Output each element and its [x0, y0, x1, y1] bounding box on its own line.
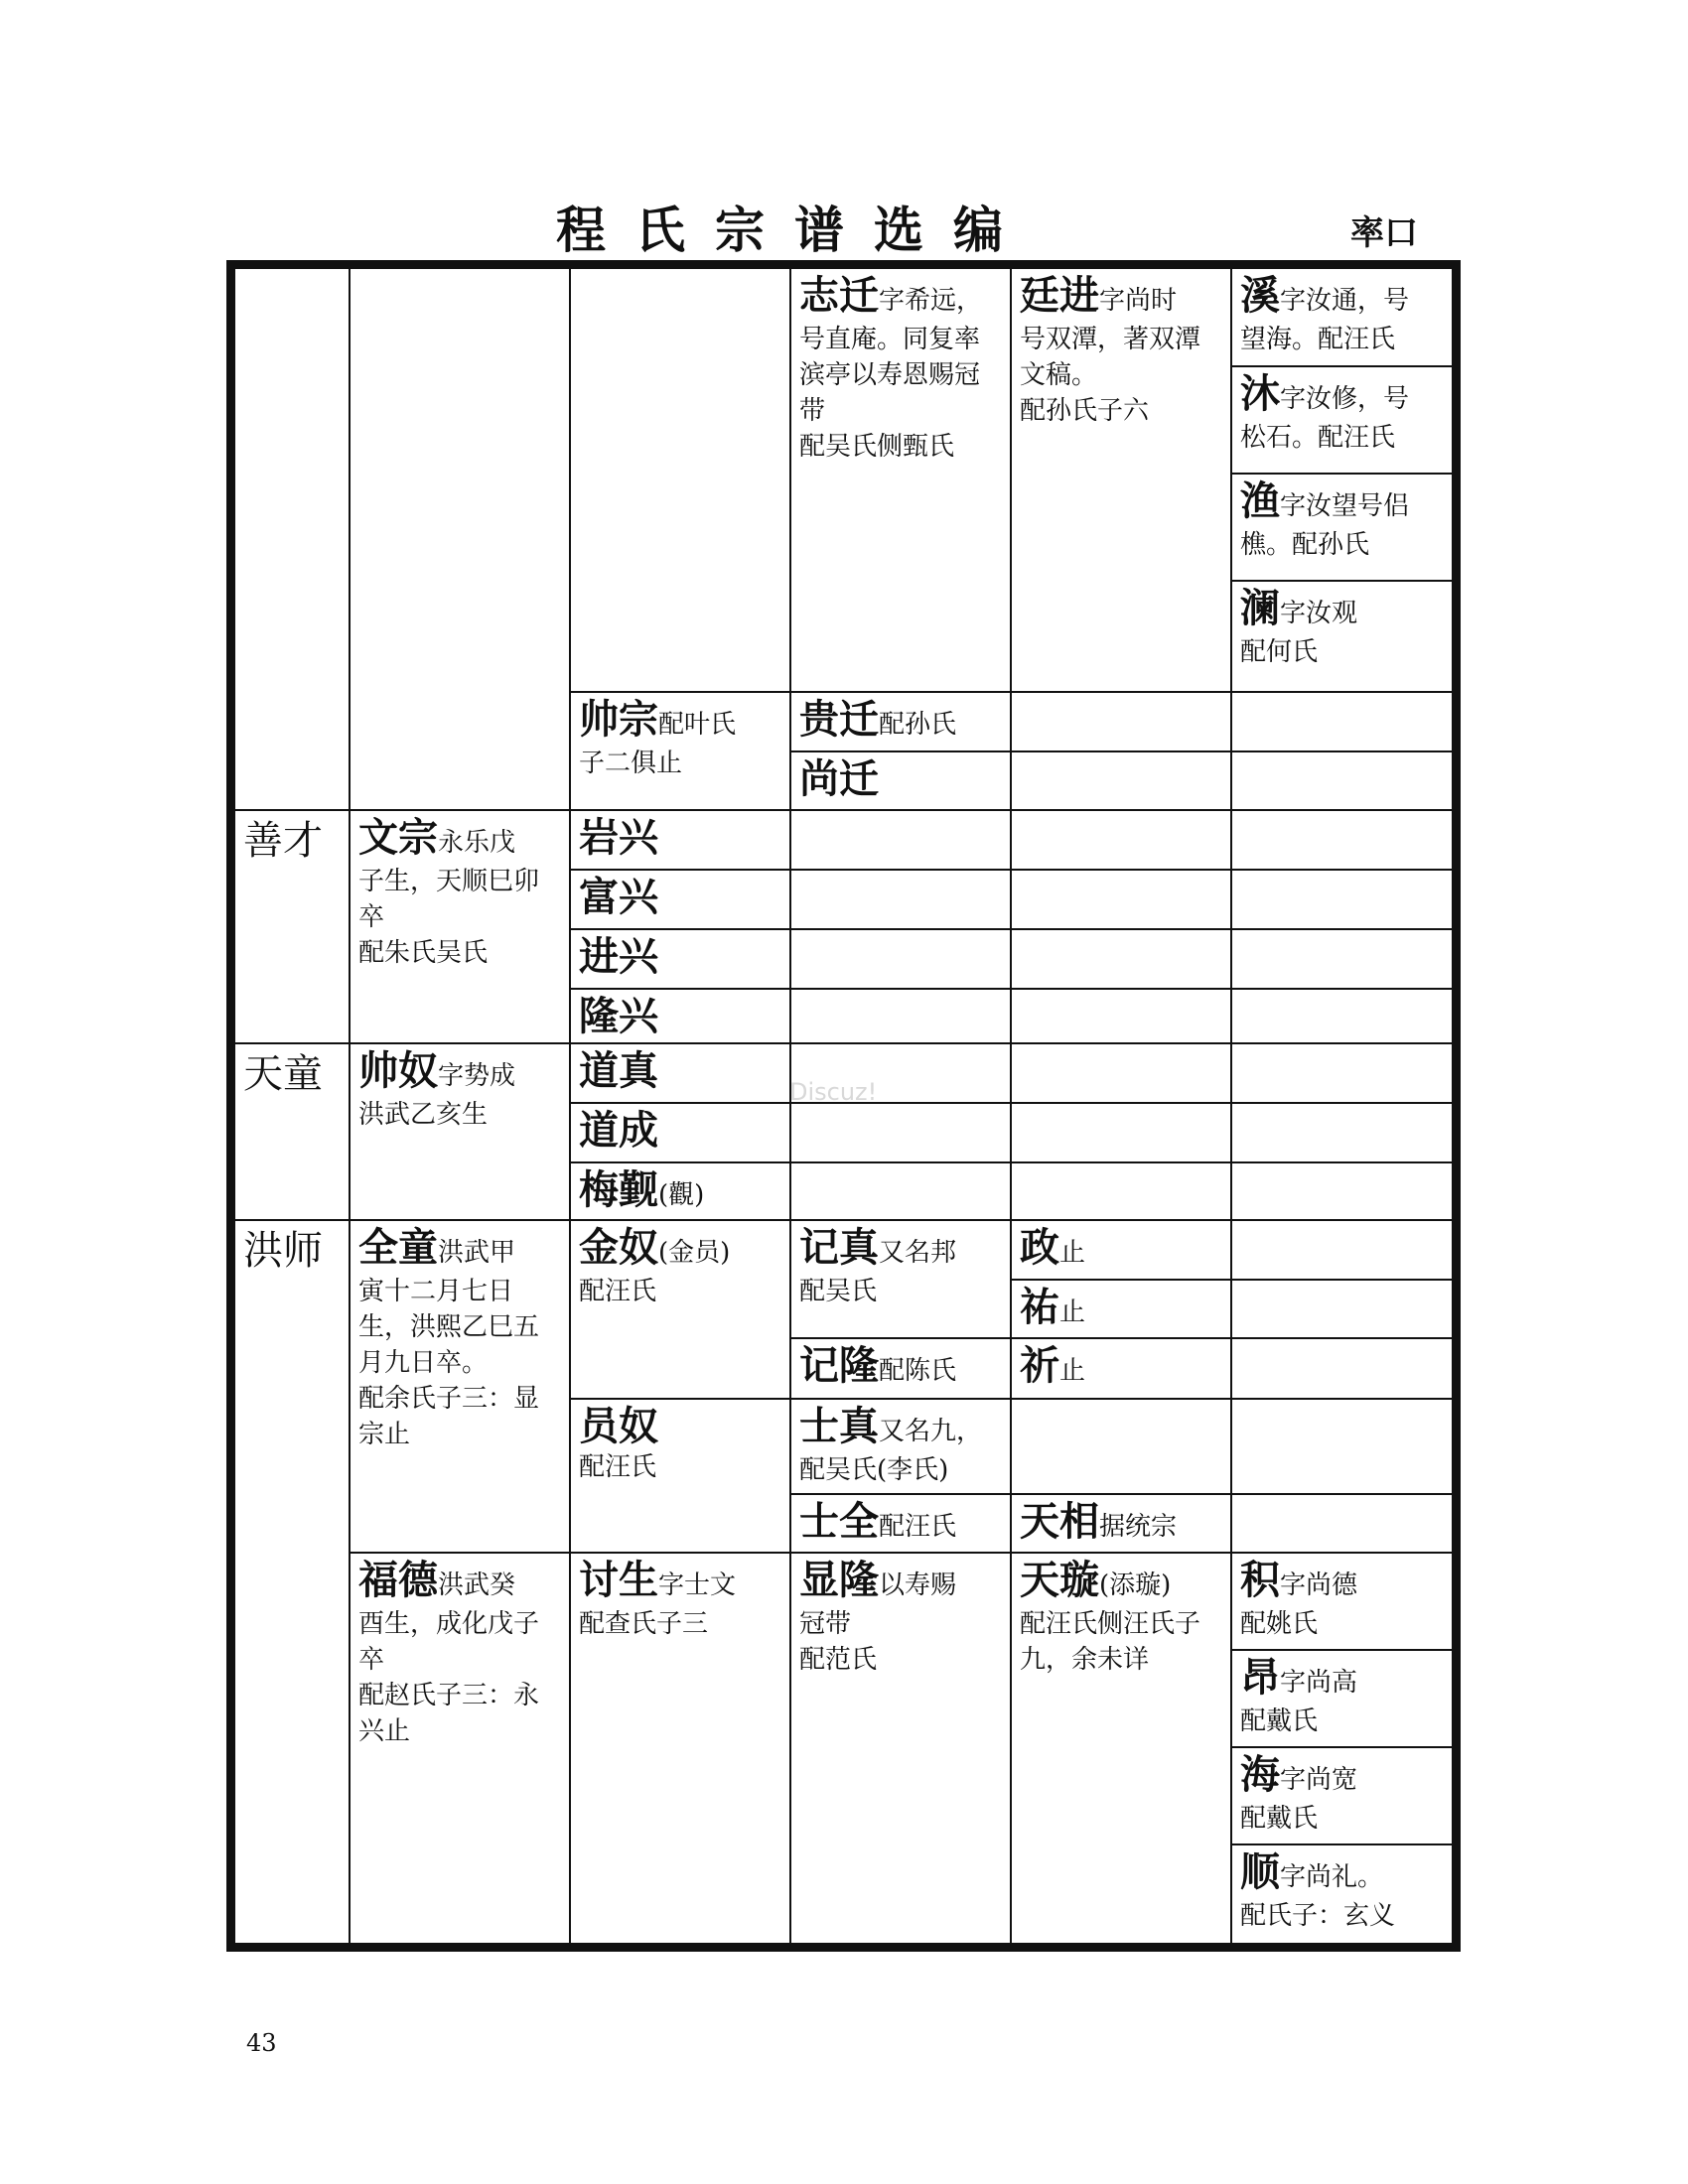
person-note: 又名邦 [879, 1238, 957, 1268]
cell-empty [1230, 751, 1454, 811]
cell-empty [1230, 1161, 1454, 1221]
place-name: 率口 [1350, 213, 1418, 253]
person-name: 梅觐 [579, 1166, 658, 1213]
person-name: 士全 [799, 1498, 879, 1545]
person-fude [349, 1552, 571, 1945]
person-name: 进兴 [569, 928, 791, 990]
person-note: 又名九， [879, 1417, 983, 1446]
cell-empty [1230, 869, 1454, 930]
person-shun [1230, 1843, 1454, 1945]
person-note: 配汪氏侧汪氏子九，余未详 [1020, 1609, 1201, 1675]
cell-empty [1230, 988, 1454, 1044]
person-wenzong [349, 809, 571, 1044]
person-name: 文宗 [358, 814, 438, 861]
person-note: 配吴氏 [799, 1277, 878, 1306]
person-quantong [349, 1219, 571, 1554]
person-tianxuan [1010, 1552, 1232, 1945]
person-name: 隆兴 [569, 988, 791, 1044]
cell-empty [1230, 809, 1454, 871]
person-name: 沐 [1240, 370, 1280, 417]
person-name: 志迁 [799, 272, 879, 319]
person-lan [1230, 580, 1454, 693]
person-name: 天相 [1020, 1498, 1099, 1545]
cell-empty [1010, 928, 1232, 990]
cell-empty [569, 267, 791, 693]
person-name: 显隆 [799, 1557, 879, 1603]
person-note: 洪武甲 [438, 1238, 516, 1268]
person-name: 昂 [1240, 1654, 1280, 1701]
person-name: 道成 [569, 1102, 791, 1163]
person-note: 松石。配汪氏 [1240, 423, 1396, 453]
person-note: 号双潭，著双潭文稿。 [1020, 325, 1201, 390]
person-name: 记隆 [799, 1342, 879, 1389]
person-name: 帅奴 [358, 1047, 438, 1094]
cell-empty [1230, 1398, 1454, 1495]
cell-empty [1230, 691, 1454, 752]
person-name: 积 [1240, 1557, 1280, 1603]
person-shuaizong [569, 691, 791, 811]
person-note: 洪武癸 [438, 1570, 516, 1600]
person-zheng [1010, 1219, 1232, 1281]
cell-empty [1230, 1102, 1454, 1163]
person-note: 字汝望号侣 [1280, 491, 1410, 521]
person-name: 海 [1240, 1751, 1280, 1798]
cell-empty [789, 809, 1012, 871]
person-name: 溪 [1240, 272, 1280, 319]
person-name: 贵迁 [799, 696, 879, 743]
person-yuannu [569, 1398, 791, 1554]
person-you [1010, 1279, 1232, 1339]
person-note: 字尚高 [1280, 1668, 1358, 1698]
person-name: 天璇 [1020, 1557, 1099, 1603]
person-taosheng [569, 1552, 791, 1945]
person-name: 政 [1020, 1224, 1059, 1271]
person-note: 以寿赐 [879, 1570, 957, 1600]
person-note: 字希远， [879, 286, 983, 316]
person-shizhen [789, 1398, 1012, 1495]
person-jilong [789, 1337, 1012, 1400]
person-shuainu [349, 1042, 571, 1221]
person-note: 配汪氏 [579, 1277, 657, 1306]
person-note: 配吴氏侧甄氏 [799, 432, 955, 462]
cell-empty [789, 988, 1012, 1044]
cell-empty [1230, 928, 1454, 990]
person-note: 配汪氏 [579, 1452, 657, 1482]
person-note: 配吴氏(李氏) [799, 1455, 949, 1485]
person-note: (觀) [658, 1180, 705, 1210]
person-name: 帅宗 [579, 696, 658, 743]
generation-label: 天童 [233, 1042, 351, 1221]
person-name: 顺 [1240, 1848, 1280, 1895]
person-name: 道真 [569, 1042, 791, 1104]
person-name: 员奴 [579, 1403, 658, 1449]
person-note: 配氏子：玄义 [1240, 1901, 1396, 1931]
cell-empty [1230, 1219, 1454, 1281]
cell-empty [233, 267, 351, 811]
person-note: 字士文 [658, 1570, 737, 1600]
person-note: 配戴氏 [1240, 1804, 1319, 1834]
person-shiquan [789, 1493, 1012, 1554]
cell-empty [789, 869, 1012, 930]
person-tianxiang [1010, 1493, 1232, 1554]
person-name: 记真 [799, 1224, 879, 1271]
person-xianlong [789, 1552, 1012, 1945]
cell-empty [1010, 869, 1232, 930]
person-yu [1230, 473, 1454, 582]
person-note: (金员) [658, 1238, 731, 1268]
person-note: 字尚德 [1280, 1570, 1358, 1600]
person-xi [1230, 267, 1454, 367]
person-note: 配余氏子三：显宗止 [358, 1384, 540, 1449]
person-note: 字汝通，号 [1280, 286, 1410, 316]
watermark: Discuz! [789, 1078, 878, 1106]
cell-empty [1010, 1102, 1232, 1163]
person-note: 寅十二月七日生，洪熙乙巳五月九日卒。 [358, 1277, 540, 1378]
person-note: 子二俱止 [579, 749, 683, 778]
person-note: 配孙氏 [879, 710, 957, 740]
person-note: 酉生，成化戊子卒 [358, 1609, 540, 1675]
cell-empty [349, 267, 571, 811]
person-note: 配范氏 [799, 1645, 878, 1675]
person-name: 岩兴 [569, 809, 791, 871]
person-note: 字汝修，号 [1280, 384, 1410, 414]
cell-empty [1010, 751, 1232, 811]
person-note: 樵。配孙氏 [1240, 530, 1370, 560]
person-ang [1230, 1649, 1454, 1748]
person-jinnu [569, 1219, 791, 1400]
person-note: 配孙氏子六 [1020, 396, 1150, 426]
person-tingjin [1010, 267, 1232, 693]
person-note: 配姚氏 [1240, 1609, 1319, 1639]
person-name: 富兴 [569, 869, 791, 930]
person-note: 配查氏子三 [579, 1609, 709, 1639]
cell-empty [1230, 1042, 1454, 1104]
person-note: 洪武乙亥生 [358, 1100, 489, 1130]
generation-label: 洪师 [233, 1219, 351, 1945]
person-name: 廷进 [1020, 272, 1099, 319]
person-note: 配赵氏子三：永兴止 [358, 1681, 540, 1746]
person-note: 字尚时 [1099, 286, 1178, 316]
person-note: 配汪氏 [879, 1512, 957, 1542]
person-ji [1230, 1552, 1454, 1651]
person-name: 讨生 [579, 1557, 658, 1603]
person-note: 永乐戊 [438, 828, 516, 858]
cell-empty [1230, 1337, 1454, 1400]
person-hai [1230, 1746, 1454, 1845]
cell-empty [1010, 1161, 1232, 1221]
person-note: 止 [1059, 1238, 1086, 1268]
person-note: 配朱氏吴氏 [358, 938, 489, 968]
cell-empty [1230, 1493, 1454, 1554]
person-note: 号直庵。同复率滨亭以寿恩赐冠带 [799, 325, 981, 426]
person-name: 全童 [358, 1224, 438, 1271]
person-meiguan [569, 1161, 791, 1221]
person-note: 字势成 [438, 1061, 516, 1091]
person-note: 字汝观 [1280, 599, 1358, 628]
person-note: (添璇) [1099, 1570, 1172, 1600]
person-name: 尚迁 [799, 755, 879, 802]
person-name: 渔 [1240, 478, 1280, 524]
person-note: 字尚宽 [1280, 1765, 1358, 1795]
person-note: 冠带 [799, 1609, 852, 1639]
person-note: 配何氏 [1240, 637, 1319, 667]
person-name: 祈 [1020, 1342, 1059, 1389]
person-name: 金奴 [579, 1224, 658, 1271]
person-note: 止 [1059, 1297, 1086, 1327]
cell-empty [1010, 1042, 1232, 1104]
cell-empty [1010, 1398, 1232, 1495]
person-note: 配戴氏 [1240, 1706, 1319, 1736]
cell-empty [789, 1161, 1012, 1221]
person-note: 据统宗 [1099, 1512, 1178, 1542]
person-guiqian [789, 691, 1012, 752]
cell-empty [1230, 1279, 1454, 1339]
person-note: 配陈氏 [879, 1356, 957, 1386]
person-name: 澜 [1240, 585, 1280, 631]
person-zhiqian [789, 267, 1012, 693]
person-note: 止 [1059, 1356, 1086, 1386]
person-shangqian [789, 751, 1012, 811]
cell-empty [1010, 691, 1232, 752]
person-name: 士真 [799, 1403, 879, 1449]
person-name: 祐 [1020, 1284, 1059, 1330]
person-note: 子生，天顺巳卯卒 [358, 867, 540, 932]
person-qi [1010, 1337, 1232, 1400]
person-note: 配叶氏 [658, 710, 737, 740]
cell-empty [789, 928, 1012, 990]
generation-label: 善才 [233, 809, 351, 1044]
person-note: 字尚礼。 [1280, 1862, 1384, 1892]
page-number: 43 [246, 2029, 277, 2057]
person-jizhen [789, 1219, 1012, 1339]
cell-empty [1010, 988, 1232, 1044]
cell-empty [1010, 809, 1232, 871]
person-mu [1230, 365, 1454, 475]
person-note: 望海。配汪氏 [1240, 325, 1396, 354]
person-name: 福德 [358, 1557, 438, 1603]
page-title: 程氏宗谱选编 [556, 201, 1033, 259]
